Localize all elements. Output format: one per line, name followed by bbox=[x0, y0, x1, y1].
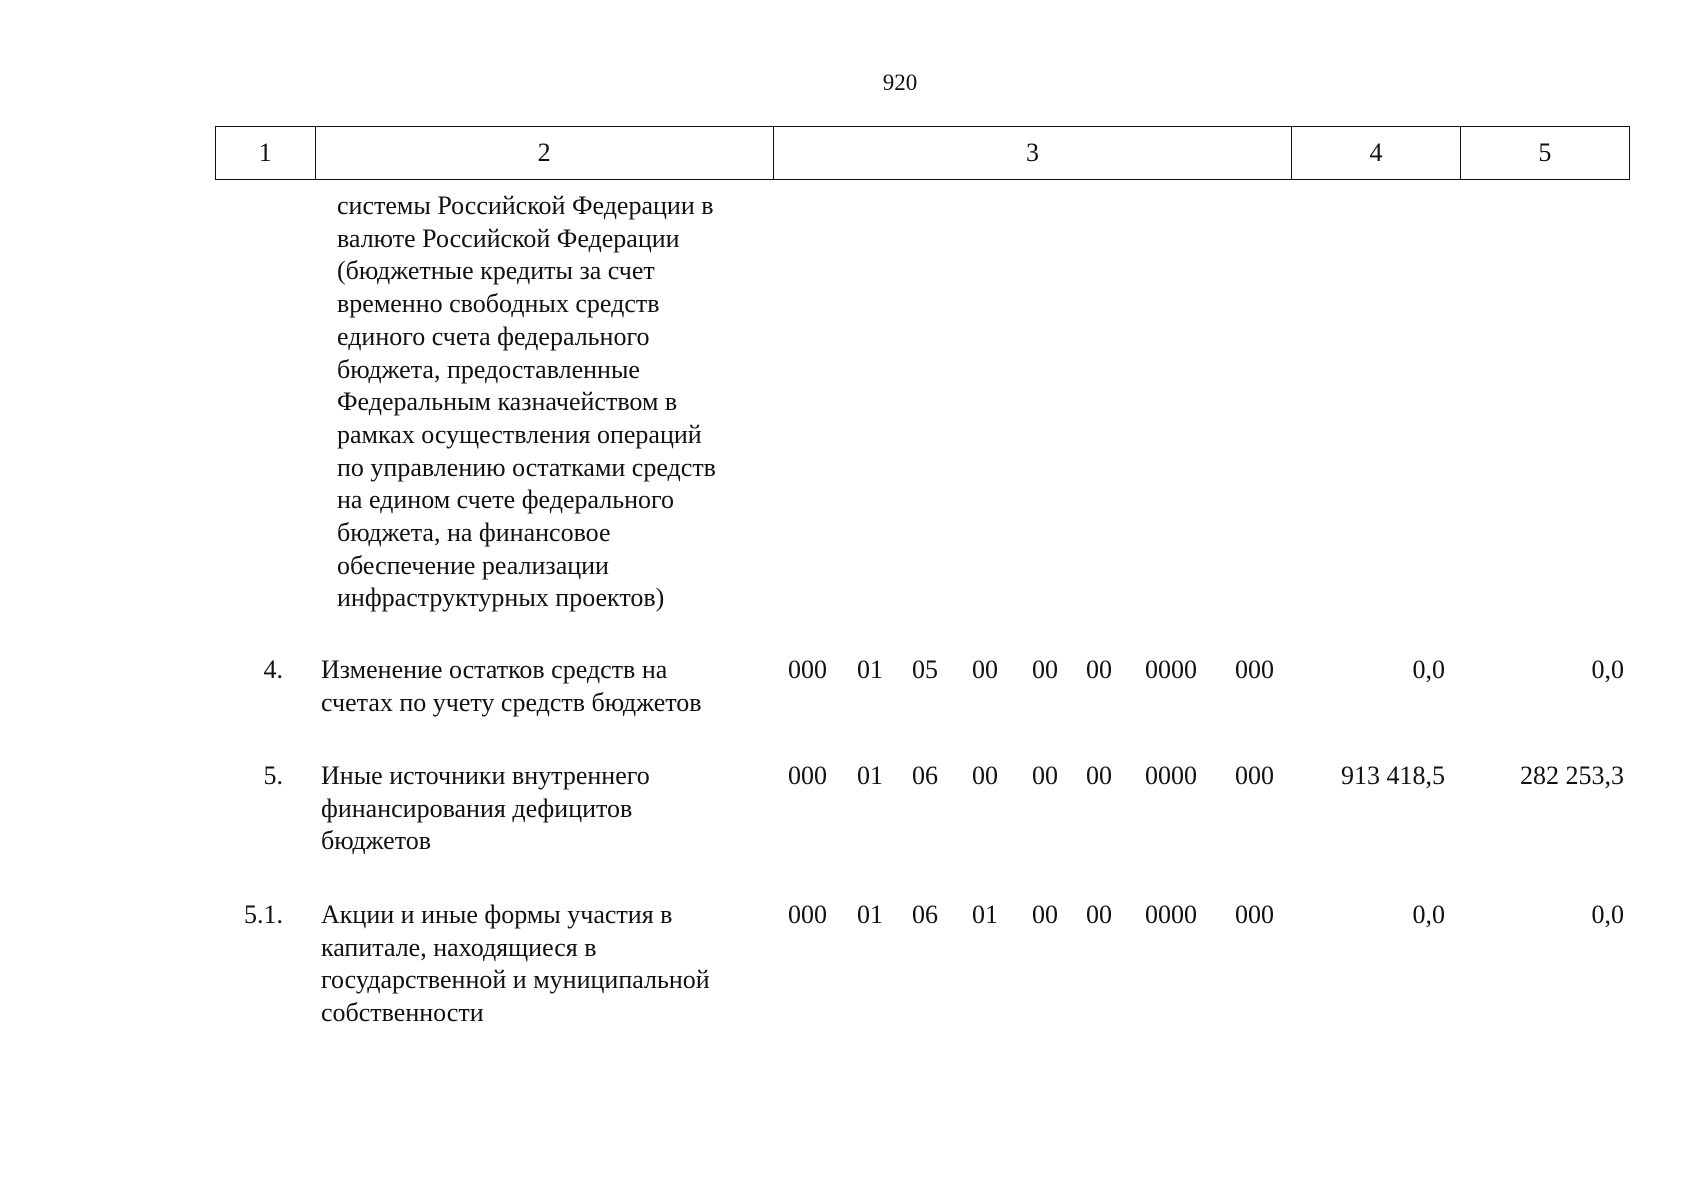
code-subarticle: 00 bbox=[1032, 900, 1058, 929]
code-group: 01 bbox=[857, 655, 883, 684]
code-admin: 000 bbox=[788, 900, 827, 929]
code-subgroup: 06 bbox=[912, 761, 938, 790]
header-col-3: 3 bbox=[773, 127, 1292, 180]
code-economic: 000 bbox=[1235, 900, 1274, 929]
code-article: 00 bbox=[972, 655, 998, 684]
value-col-5: 0,0 bbox=[1591, 655, 1624, 684]
value-col-4: 0,0 bbox=[1412, 655, 1445, 684]
code-element: 00 bbox=[1086, 655, 1112, 684]
row-description: Акции и иные формы участия в капитале, находящиеся в государственной и муниципальной собственности bbox=[321, 900, 710, 1028]
value-col-4: 0,0 bbox=[1412, 900, 1445, 929]
code-article: 01 bbox=[972, 900, 998, 929]
code-subarticle: 00 bbox=[1032, 761, 1058, 790]
code-group: 01 bbox=[857, 900, 883, 929]
code-admin: 000 bbox=[788, 761, 827, 790]
code-program: 0000 bbox=[1145, 761, 1197, 790]
code-subgroup: 05 bbox=[912, 655, 938, 684]
code-admin: 000 bbox=[788, 655, 827, 684]
row-number: 5.1. bbox=[244, 900, 283, 929]
page-number: 920 bbox=[882, 70, 918, 95]
code-program: 0000 bbox=[1145, 655, 1197, 684]
row-number: 5. bbox=[263, 761, 283, 790]
code-article: 00 bbox=[972, 761, 998, 790]
header-col-1: 1 bbox=[216, 127, 316, 180]
continuation-description: системы Российской Федерации в валюте Российской Федерации (бюджетные кредиты за счет временно свободных средств единого счета федерального бюджета, предоставленные Федеральным казначейством в рамках осуществления операций по управлению остатками средств на едином счете федерального бюджета, на финансовое обеспечение реализации инфраструктурных проектов) bbox=[337, 191, 716, 613]
value-col-5: 282 253,3 bbox=[1520, 761, 1624, 790]
code-subgroup: 06 bbox=[912, 900, 938, 929]
row-description: Изменение остатков средств на счетах по учету средств бюджетов bbox=[321, 655, 702, 717]
header-col-5: 5 bbox=[1460, 127, 1629, 180]
code-economic: 000 bbox=[1235, 761, 1274, 790]
header-row bbox=[216, 127, 1630, 180]
header-col-4: 4 bbox=[1292, 127, 1460, 180]
header-col-2: 2 bbox=[315, 127, 773, 180]
value-col-5: 0,0 bbox=[1591, 900, 1624, 929]
code-element: 00 bbox=[1086, 900, 1112, 929]
row-number: 4. bbox=[263, 655, 283, 684]
code-group: 01 bbox=[857, 761, 883, 790]
row-description: Иные источники внутреннего финансирования дефицитов бюджетов bbox=[321, 761, 650, 856]
code-element: 00 bbox=[1086, 761, 1112, 790]
code-economic: 000 bbox=[1235, 655, 1274, 684]
table-header bbox=[215, 126, 1630, 180]
code-program: 0000 bbox=[1145, 900, 1197, 929]
code-subarticle: 00 bbox=[1032, 655, 1058, 684]
value-col-4: 913 418,5 bbox=[1341, 761, 1445, 790]
